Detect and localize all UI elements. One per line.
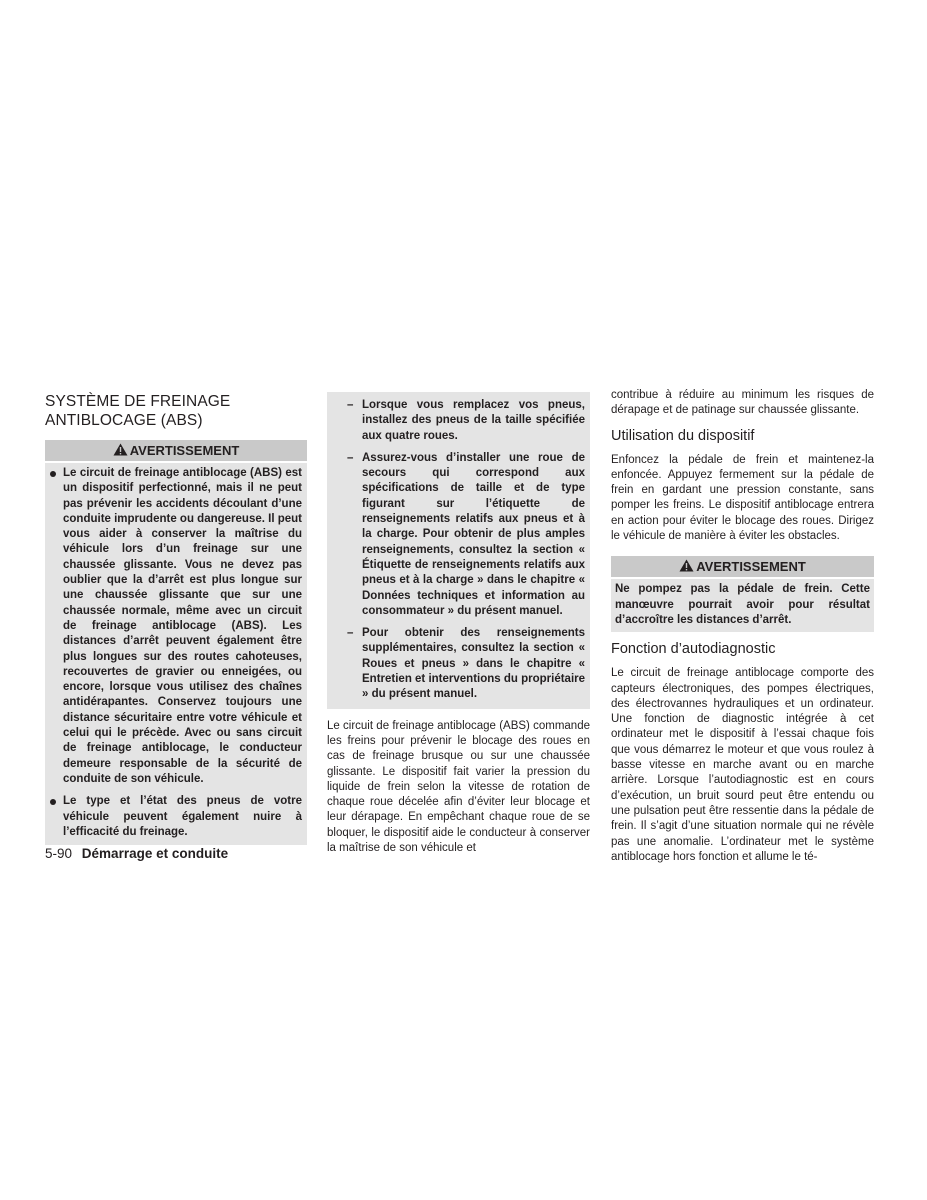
column-left — [45, 388, 307, 845]
warning-header — [611, 556, 874, 577]
column-middle — [327, 392, 590, 856]
warning-triangle-icon — [679, 559, 694, 572]
page-footer — [45, 846, 228, 861]
section-title-line2: ANTIBLOCAGE (ABS) — [45, 412, 203, 429]
dash-item — [332, 626, 585, 702]
warning-bullet — [50, 794, 302, 840]
body-paragraph: contribue à réduire au minimum les risques de dérapage et de patinage sur chaussée glissante. — [611, 389, 874, 417]
body-paragraph: Enfoncez la pédale de frein et maintenez-la enfoncée. Appuyez fermement sur la pédale de frein en gardant une pression constante, sans pomper les freins. Le dispositif antiblocage entrera en action pour éviter le blocage des roues. Dirigez le véhicule de manière à éviter les obstacles. — [611, 453, 874, 543]
warning-bullet-text: Le type et l’état des pneus de votre véhicule peuvent également nuire à l’efficacité du freinage. — [63, 795, 302, 838]
dash-item-text: Lorsque vous remplacez vos pneus, installez des pneus de la taille spécifiée aux quatre roues. — [362, 399, 585, 442]
subsection-title: Utilisation du dispositif — [611, 427, 755, 444]
dash-item — [332, 451, 585, 619]
warning-body — [45, 463, 307, 845]
dash-item — [332, 398, 585, 444]
section-title-line1: SYSTÈME DE FREINAGE — [45, 393, 231, 410]
page-number: 5-90 — [45, 846, 73, 861]
bullet-dot-icon — [50, 799, 56, 805]
warning-continuation-box — [327, 392, 590, 709]
dash-item-text: Assurez-vous d’installer une roue de secours qui correspond aux spécifications de taille et de type figurant sur l’étiquette de renseignements relatifs aux pneus et à la charge. Pour obtenir de plus amples renseignements, consultez la section « Étiquette de renseignements relatifs aux pneus et à la charge » dans le chapitre « Données techniques et information au consommateur » du présent manuel. — [362, 451, 585, 617]
warning-bullet — [50, 466, 302, 787]
bullet-dot-icon — [50, 471, 56, 477]
body-paragraph: Le circuit de freinage antiblocage (ABS) commande les freins pour prévenir le blocage des roues en cas de freinage brusque ou sur une chaussée glissante. Le dispositif fait varier la pression du liquide de frein selon la vitesse de rotation de chaque roue décelée afin d’éviter leur blocage et leur dérapage. En empêchant chaque roue de se bloquer, le dispositif aide le conducteur à conserver la maîtrise de son véhicule et — [327, 719, 590, 855]
body-paragraph: Le circuit de freinage antiblocage comporte des capteurs électroniques, des pompes électriques, des électrovannes hydrauliques et un ordinateur. Une fonction de diagnostic intégrée à cet ordinateur met le dispositif à l’essai chaque fois que vous démarrez le moteur et que vous roulez à basse vitesse en marche avant ou en marche arrière. Lorsque l’autodiagnostic est en cours d’exécution, un bruit sourd peut être entendu ou une pulsation peut être ressentie dans la pédale de frein. Il s’agit d’une situation normale qui ne révèle pas une anomalie. L’ordinateur met le système antiblocage hors fonction et allume le té- — [611, 667, 874, 863]
column-right — [611, 388, 874, 865]
warning-triangle-icon — [113, 443, 128, 456]
warning-label: AVERTISSEMENT — [129, 443, 240, 458]
dash-item-text: Pour obtenir des renseignements supplémentaires, consultez la section « Roues et pneus » dans le chapitre « Entretien et interventions du propriétaire » du présent manuel. — [362, 627, 586, 701]
warning-header — [45, 440, 307, 461]
warning-body: Ne pompez pas la pédale de frein. Cette manœuvre pourrait avoir pour résultat d’accroître les distances d’arrêt. — [611, 579, 874, 632]
warning-label: AVERTISSEMENT — [696, 559, 806, 575]
dash-mark: – — [347, 451, 354, 464]
dash-mark: – — [347, 627, 354, 640]
section-title — [45, 392, 307, 430]
dash-mark: – — [347, 399, 354, 411]
chapter-title: Démarrage et conduite — [81, 846, 229, 861]
subsection-title: Fonction d’autodiagnostic — [611, 641, 776, 658]
warning-bullet-text: Le circuit de freinage antiblocage (ABS) est un dispositif perfectionné, mais il ne peut pas prévenir les accidents découlant d’une conduite imprudente ou dangereuse. Il peut vous aider à conserver la maîtrise du véhicule lors d’un freinage sur une chaussée glissante. Vous ne devez pas oublier que la d’arrêt est plus longue sur une chaussée glissante que sur une chaussée normale, même avec un circuit de freinage antiblocage (ABS). Les distances d’arrêt peuvent également être plus longues sur des routes cahoteuses, recouvertes de gravier ou enneigées, ou encore, lorsque vous utilisez des chaînes antidérapantes. Conservez toujours une distance sécuritaire entre votre véhicule et celui qui le précède. Avec ou sans circuit de freinage antiblocage, le conducteur demeure responsable de la sécurité de conduite de son véhicule. — [63, 467, 302, 785]
